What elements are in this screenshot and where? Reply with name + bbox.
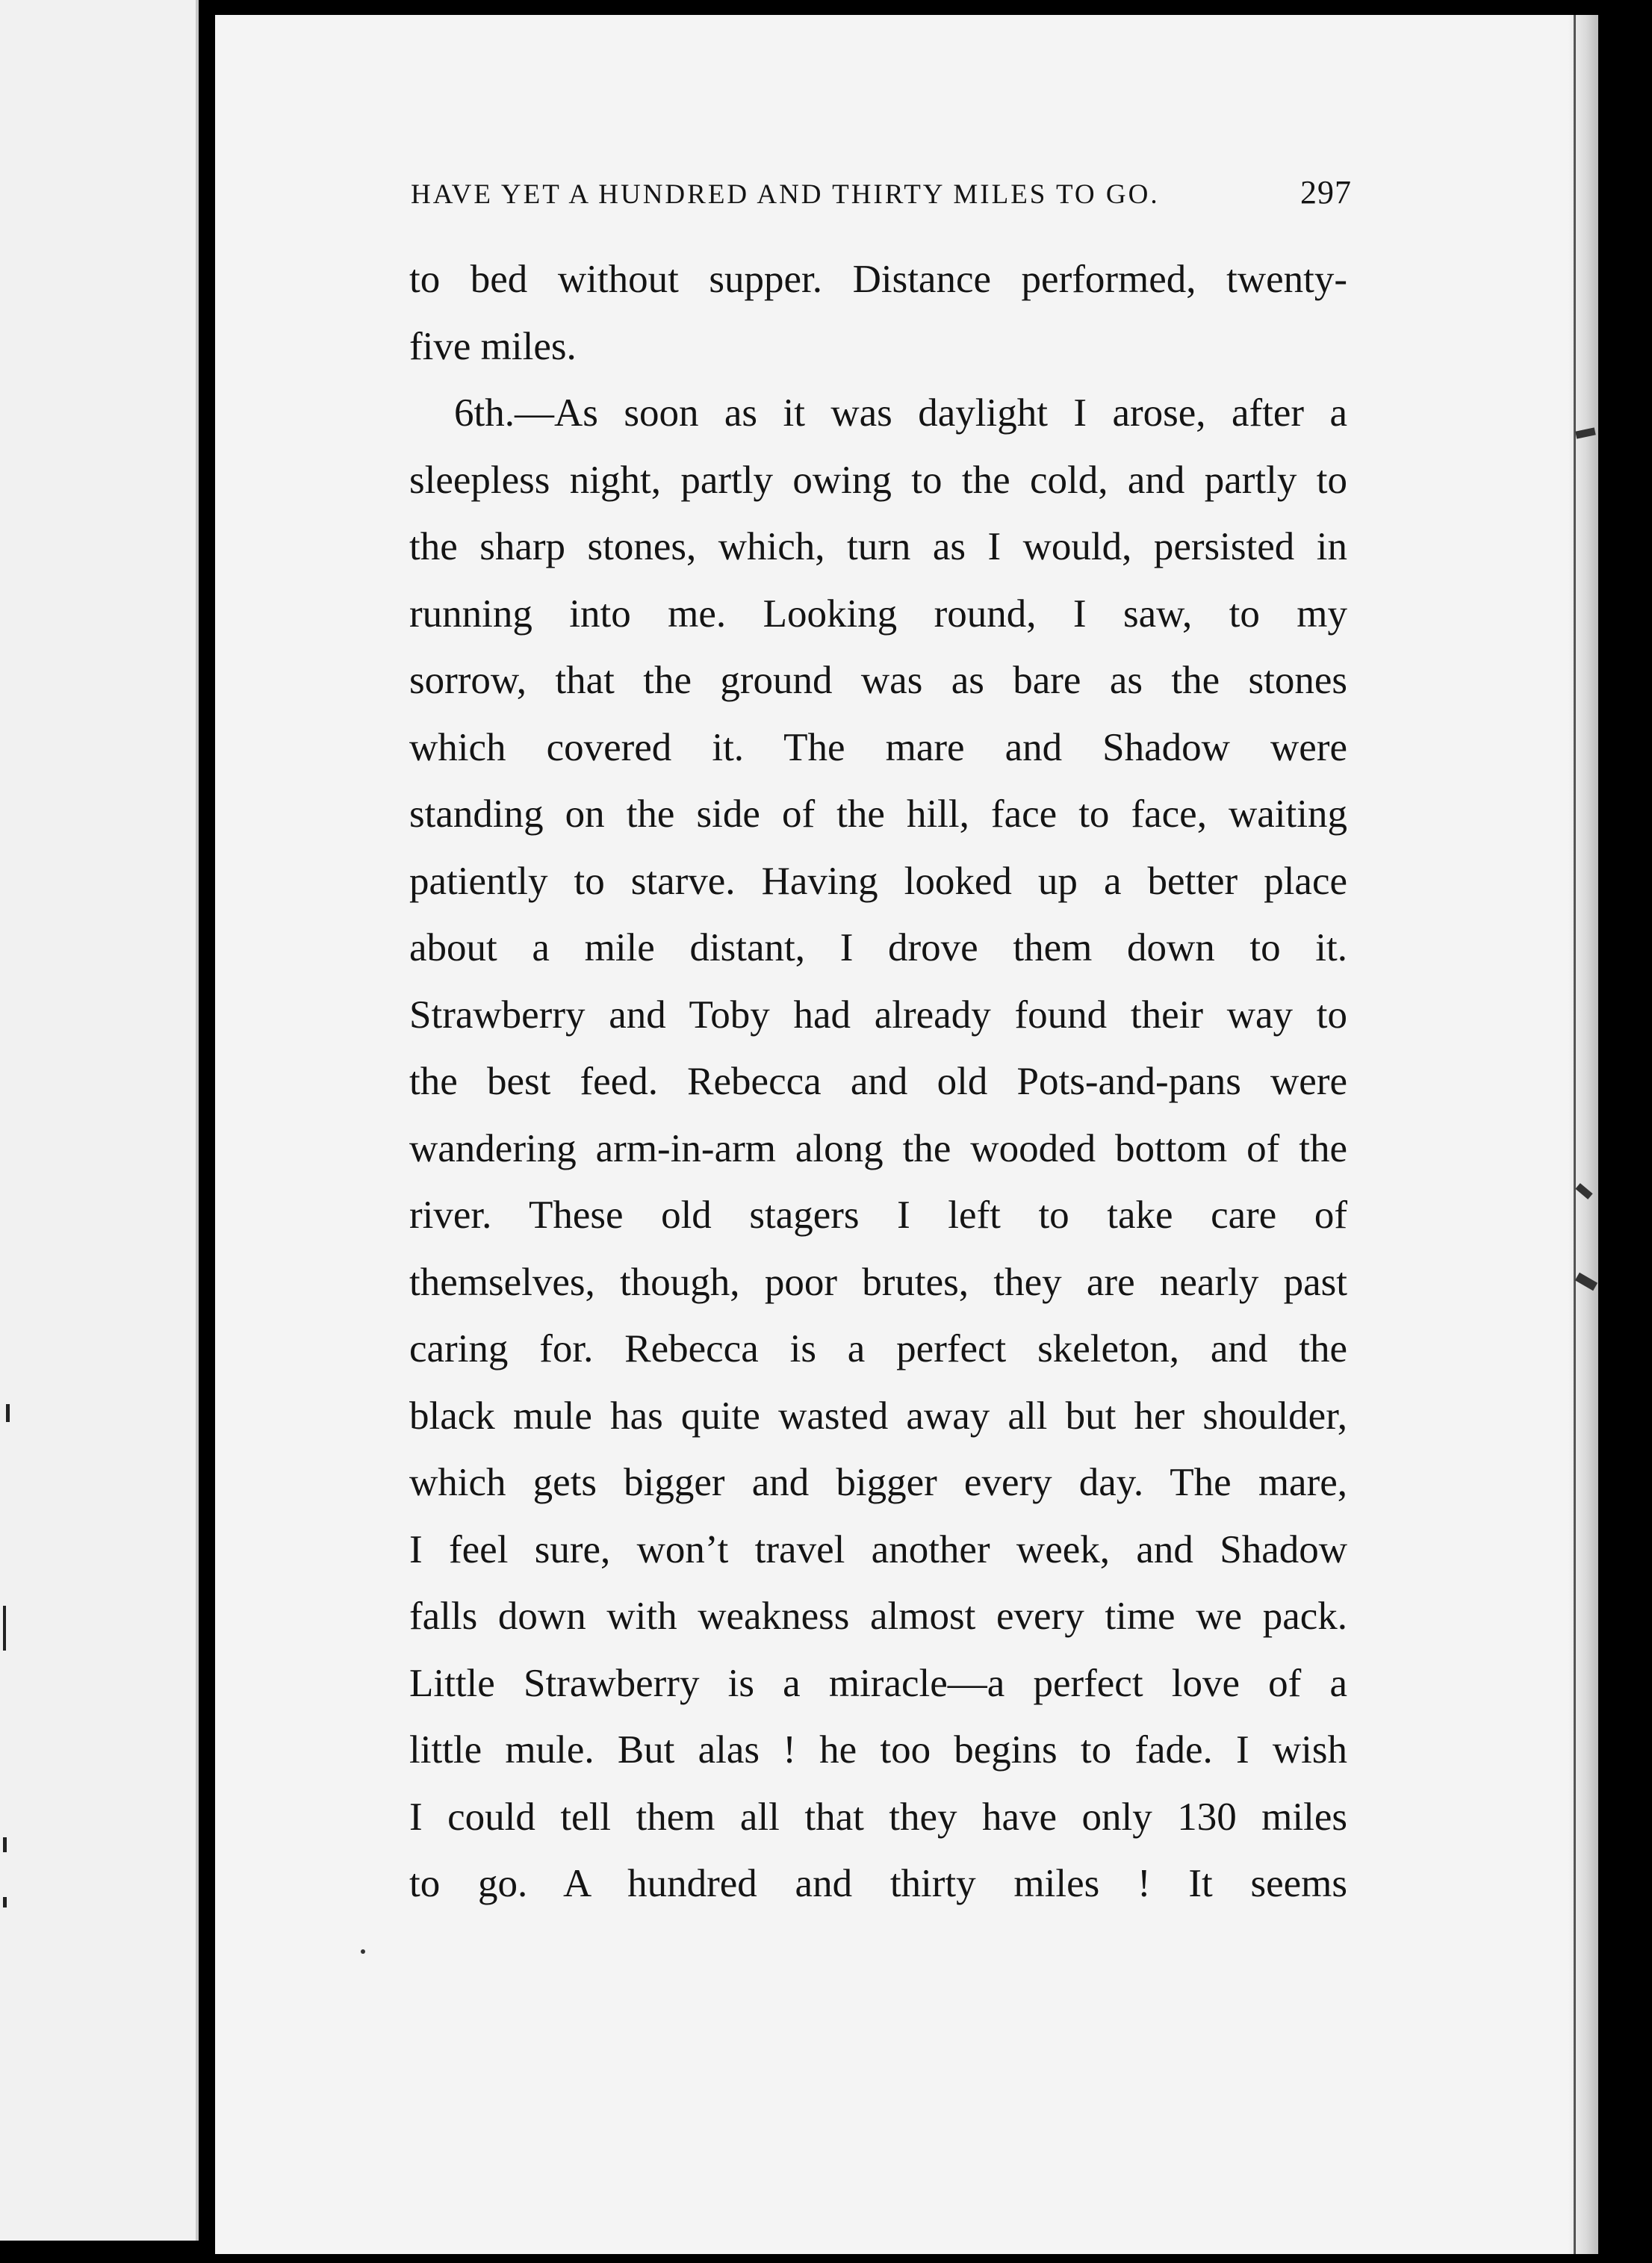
text-line: five miles. (409, 324, 577, 368)
page-edge-line (1574, 15, 1576, 2254)
text-line: black mule has quite wasted away all but her shoulder, (409, 1394, 1347, 1438)
margin-mark (6, 1404, 10, 1422)
text-line: standing on the side of the hill, face to face, waiting (409, 792, 1347, 836)
text-line: falls down with weakness almost every time we pack. (409, 1595, 1347, 1638)
text-line: to go. A hundred and thirty miles ! It seems (409, 1862, 1347, 1905)
running-head-title: HAVE YET A HUNDRED AND THIRTY MILES TO GO. (411, 179, 1160, 210)
text-line: caring for. Rebecca is a perfect skeleton, and the (409, 1327, 1347, 1370)
text-line: running into me. Looking round, I saw, to my (409, 592, 1347, 636)
text-line: I feel sure, won’t travel another week, and Shadow (409, 1527, 1347, 1571)
text-line: themselves, though, poor brutes, they are nearly past (409, 1260, 1347, 1304)
text-line: the sharp stones, which, turn as I would, persisted in (409, 525, 1347, 568)
book-gutter (199, 0, 215, 2263)
text-line: the best feed. Rebecca and old Pots-and-pans were (409, 1060, 1347, 1103)
text-line: sleepless night, partly owing to the cold, and partly to (409, 458, 1347, 502)
page-number: 297 (1300, 174, 1352, 211)
margin-mark (3, 1837, 7, 1852)
text-line: wandering arm-in-arm along the wooded bottom of the (409, 1126, 1347, 1170)
text-line: I could tell them all that they have only 130 miles (409, 1795, 1347, 1839)
text-line: 6th.—As soon as it was daylight I arose, after a (454, 391, 1347, 435)
text-line: Little Strawberry is a miracle—a perfect love of a (409, 1661, 1347, 1705)
text-line: which gets bigger and bigger every day. The mare, (409, 1461, 1347, 1504)
text-line: little mule. But alas ! he too begins to fade. I wish (409, 1728, 1347, 1772)
page-fore-edge (1568, 15, 1598, 2254)
text-line: sorrow, that the ground was as bare as the stones (409, 659, 1347, 702)
facing-page-edge (0, 0, 199, 2241)
ink-speck (361, 1949, 365, 1954)
body-text (409, 246, 1347, 1918)
running-head (411, 173, 1352, 233)
text-line: patiently to starve. Having looked up a better place (409, 859, 1347, 903)
margin-mark (3, 1606, 6, 1651)
text-line: to bed without supper. Distance performed, twenty- (409, 258, 1347, 301)
text-line: river. These old stagers I left to take care of (409, 1193, 1347, 1237)
text-line: which covered it. The mare and Shadow were (409, 725, 1347, 769)
text-line: Strawberry and Toby had already found their way to (409, 993, 1347, 1037)
text-line: about a mile distant, I drove them down to it. (409, 926, 1347, 969)
margin-mark (3, 1897, 7, 1907)
